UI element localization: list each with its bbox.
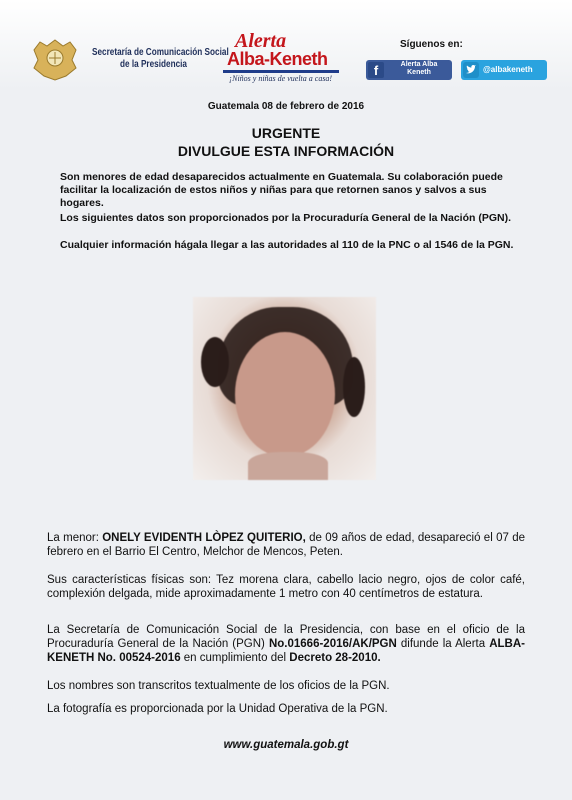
secretariat-name	[92, 47, 229, 71]
missing-child-photo	[193, 297, 376, 480]
intro-paragraph-2: Los siguientes datos son proporcionados por la Procuraduría General de la Nación (PGN).	[60, 212, 512, 224]
b1-pre: La menor:	[47, 532, 103, 544]
document-number: No.01666-2016/AK/PGN	[268, 638, 397, 650]
decree-number: Decreto 28-2010.	[289, 652, 381, 664]
follow-label: Síguenos en:	[400, 39, 463, 50]
physical-description: Sus características físicas son: Tez morena clara, cabello lacio negro, ojos de color café, complexión delgada, mide aproximadamente 1 metro con 40 centímetros de estatura.	[47, 574, 525, 600]
alert-word: Alerta	[235, 30, 287, 52]
document-title	[0, 124, 572, 160]
missing-person-name: ONELY EVIDENTH LÒPEZ QUITERIO,	[102, 532, 306, 544]
b3-pre: La Secretaría de Comunicación Social de la Presidencia, con base en el oficio de la Procuraduría General de la Nación (PGN)	[47, 624, 525, 650]
intro-paragraph-3: Cualquier información hágala llegar a las autoridades al 110 de la PNC o al 1546 de la PGN.	[60, 239, 514, 251]
alert-name: Alba-Keneth	[227, 49, 328, 69]
alert-paragraph	[47, 623, 525, 665]
twitter-icon	[463, 62, 479, 78]
secretariat-line1: Secretaría de Comunicación Social	[92, 47, 229, 58]
b3-mid: difunde la Alerta	[396, 638, 490, 650]
photo-note: La fotografía es proporcionada por la Unidad Operativa de la PGN.	[47, 703, 388, 715]
intro-paragraph-1: Son menores de edad desaparecidos actualmente en Guatemala. Su colaboración puede facilitar la localización de estos niños y niñas para que retornen sanos y salvos a sus hogares.	[60, 171, 503, 209]
website-link[interactable]: www.guatemala.gob.gt	[223, 739, 349, 751]
missing-person-paragraph	[47, 531, 525, 559]
twitter-link[interactable]	[461, 60, 547, 80]
facebook-link[interactable]	[366, 60, 452, 80]
photo-face	[235, 332, 335, 457]
b3-mid2: en cumplimiento del	[180, 652, 290, 664]
alba-keneth-logo	[223, 30, 341, 84]
secretariat-line2: de la Presidencia	[119, 59, 188, 70]
photo-shirt	[248, 452, 328, 480]
title-line1: URGENTE	[251, 125, 321, 141]
logo-underline	[223, 70, 339, 73]
coat-of-arms-icon	[30, 36, 80, 82]
b1-post: de 09 años de edad, desapareció el 07 de febrero en el Barrio El Centro, Melchor de Mencos, Peten.	[47, 532, 525, 558]
document-date: Guatemala 08 de febrero de 2016	[207, 101, 365, 112]
alert-tagline: ¡Niños y niñas de vuelta a casa!	[229, 74, 333, 83]
alert-number: ALBA-KENETH No. 00524-2016	[47, 638, 525, 664]
facebook-icon: f	[368, 62, 384, 78]
names-note: Los nombres son transcritos textualmente de los oficios de la PGN.	[47, 680, 390, 692]
twitter-label: @albakeneth	[483, 65, 533, 74]
title-line2: DIVULGUE ESTA INFORMACIÓN	[177, 143, 395, 159]
facebook-label: Alerta Alba Keneth	[400, 61, 438, 76]
